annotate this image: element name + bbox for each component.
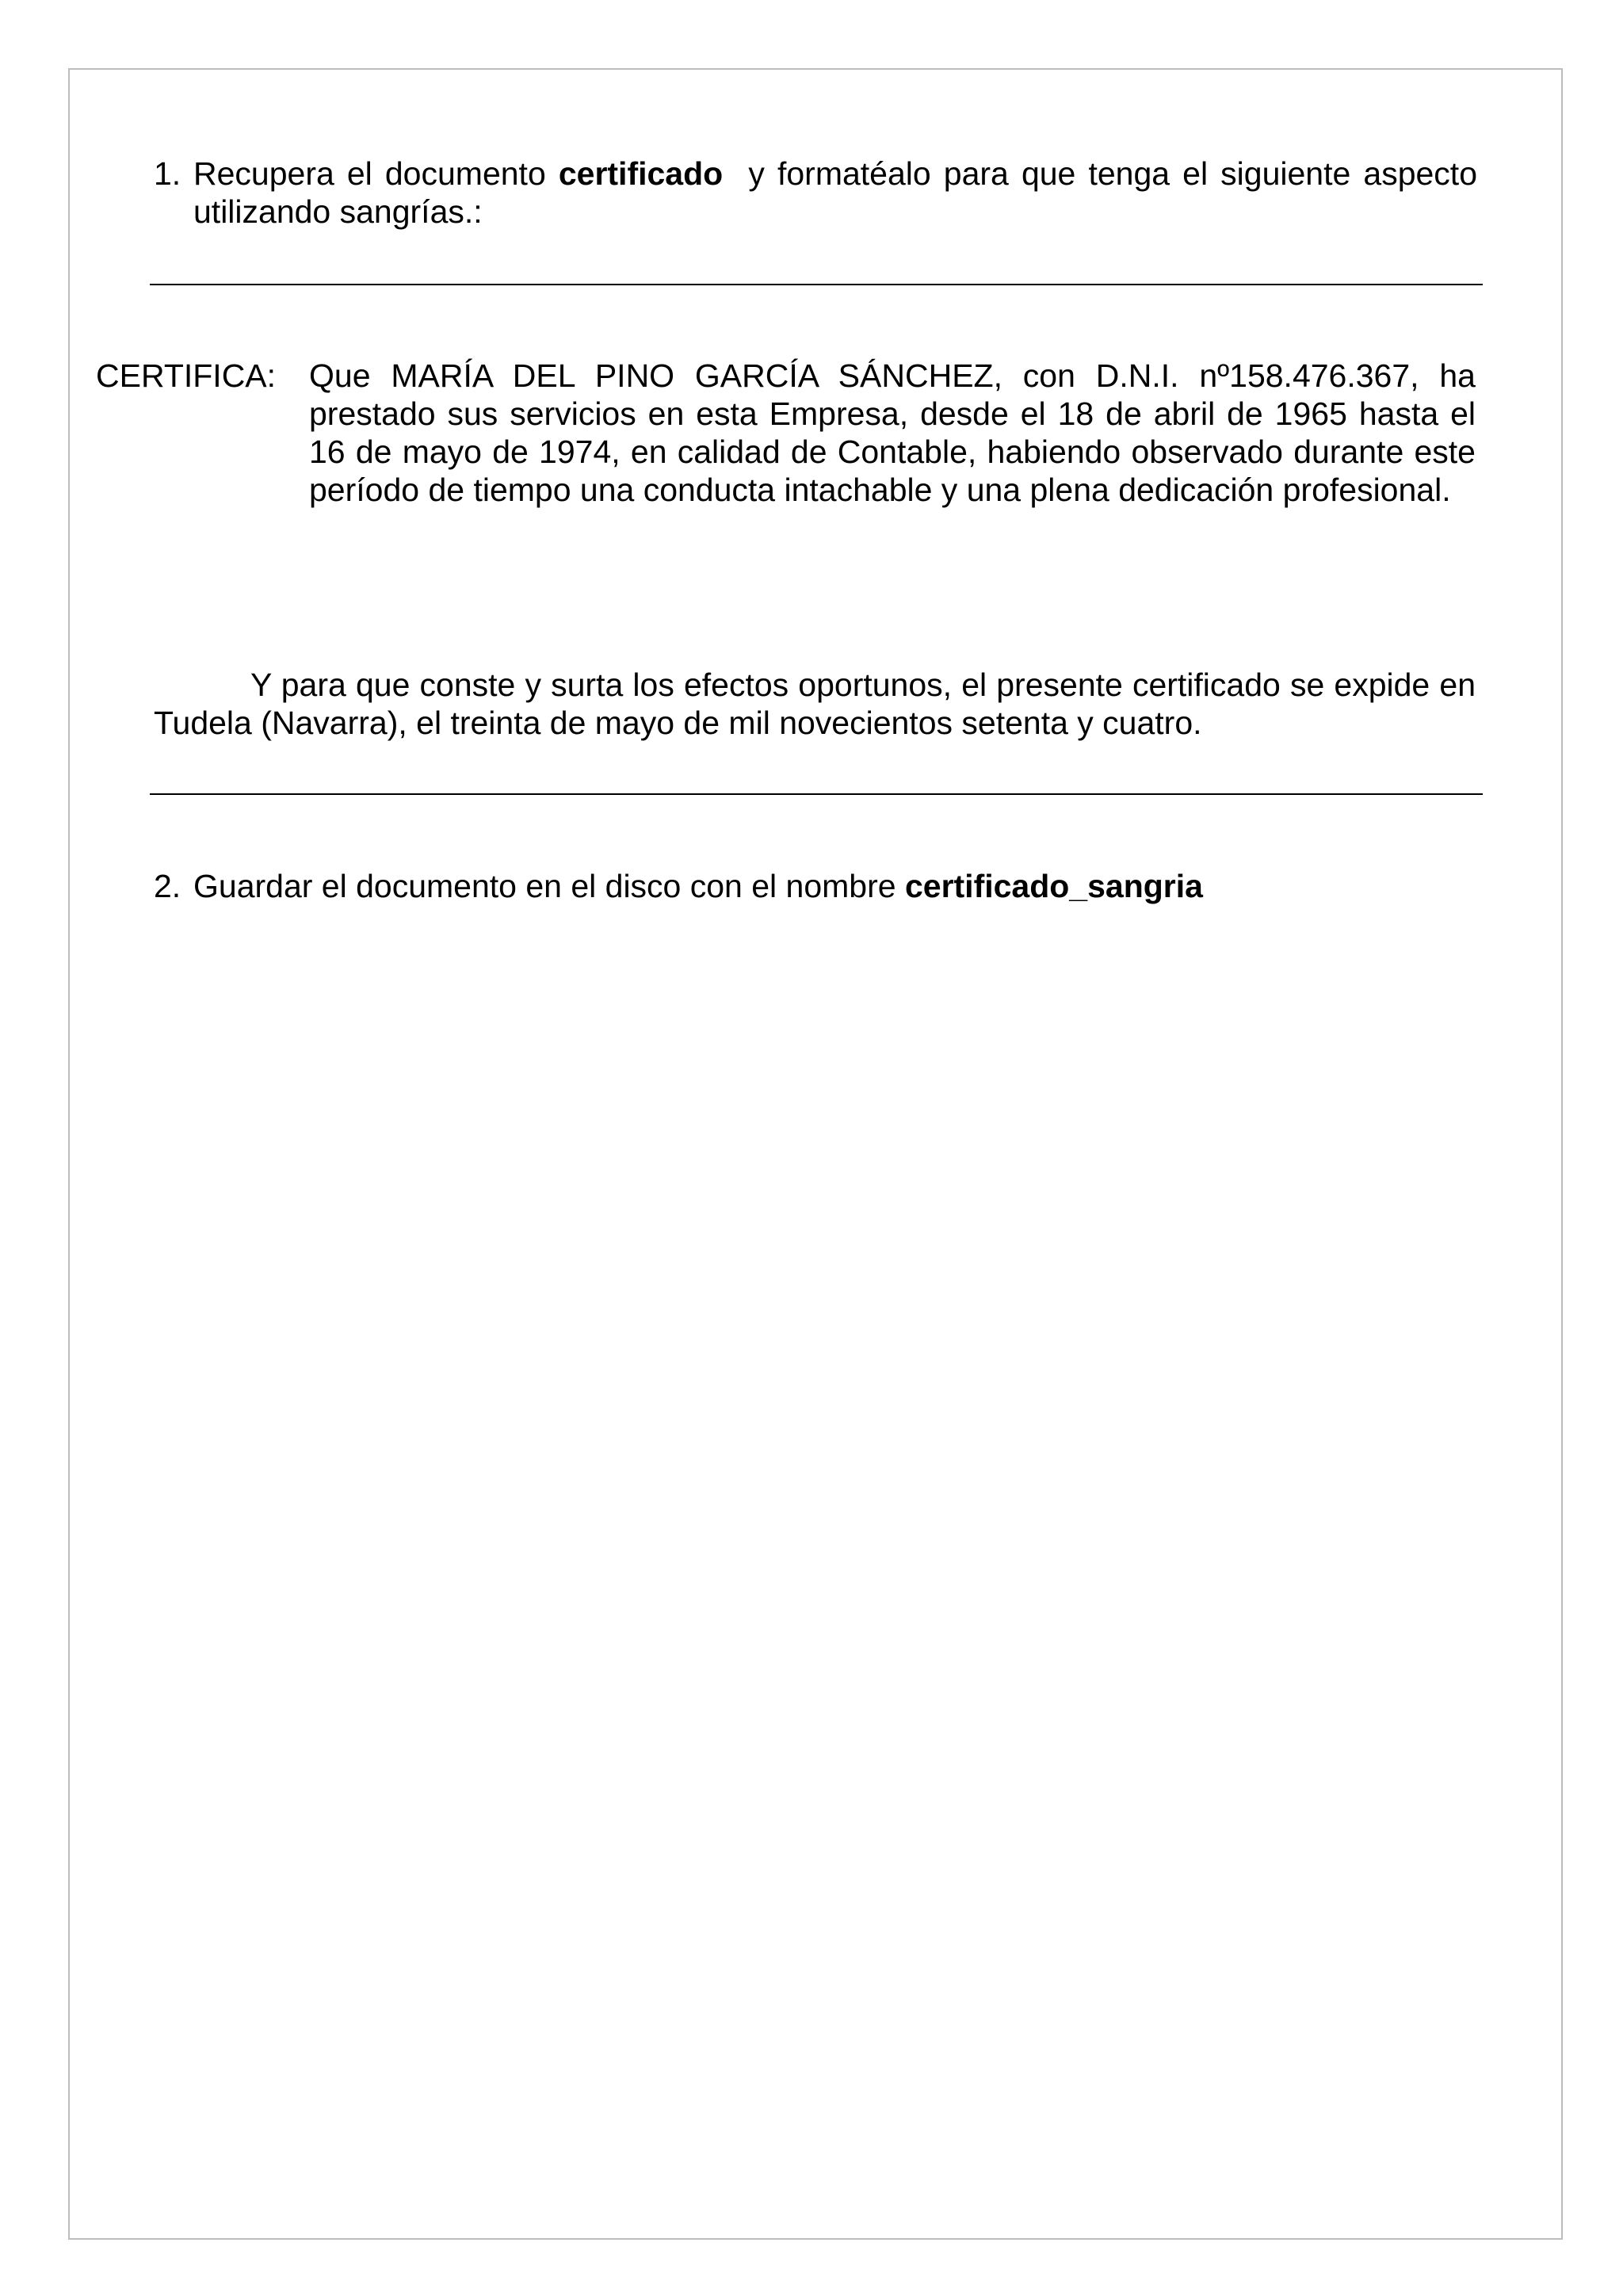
instruction-number: 1. xyxy=(154,155,181,192)
instruction-text xyxy=(193,867,1477,905)
instruction-text-before: Guardar el documento en el disco con el nombre xyxy=(193,868,905,904)
instruction-item-1 xyxy=(154,155,1487,231)
divider-bottom xyxy=(150,793,1483,795)
instruction-filename: certificado xyxy=(558,155,724,192)
instruction-text-after: y formatéalo para que tenga el siguiente aspecto utilizando sangrías.: xyxy=(193,155,1487,230)
instruction-item-2 xyxy=(154,867,1477,905)
certificate-closing: Y para que conste y surta los efectos oportunos, el presente certificado se expide en Tudela (Navarra), el treinta de mayo de mil novecientos setenta y cuatro. xyxy=(154,667,1476,741)
divider-top xyxy=(150,284,1483,285)
instruction-text-before: Recupera el documento xyxy=(193,155,559,192)
certificate-body: Que MARÍA DEL PINO GARCÍA SÁNCHEZ, con D.N.I. nº158.476.367, ha prestado sus servicios en esta Empresa, desde el 18 de abril de 1965 hasta el 16 de mayo de 1974, en calidad de Contable, habiendo observado durante este período de tiempo una conducta intachable y una plena dedicación profesional. xyxy=(309,357,1476,508)
instruction-number: 2. xyxy=(154,868,181,904)
instruction-filename: certificado_sangria xyxy=(904,868,1203,904)
instruction-text xyxy=(193,155,1487,231)
certificate-label: CERTIFICA: xyxy=(96,357,277,394)
